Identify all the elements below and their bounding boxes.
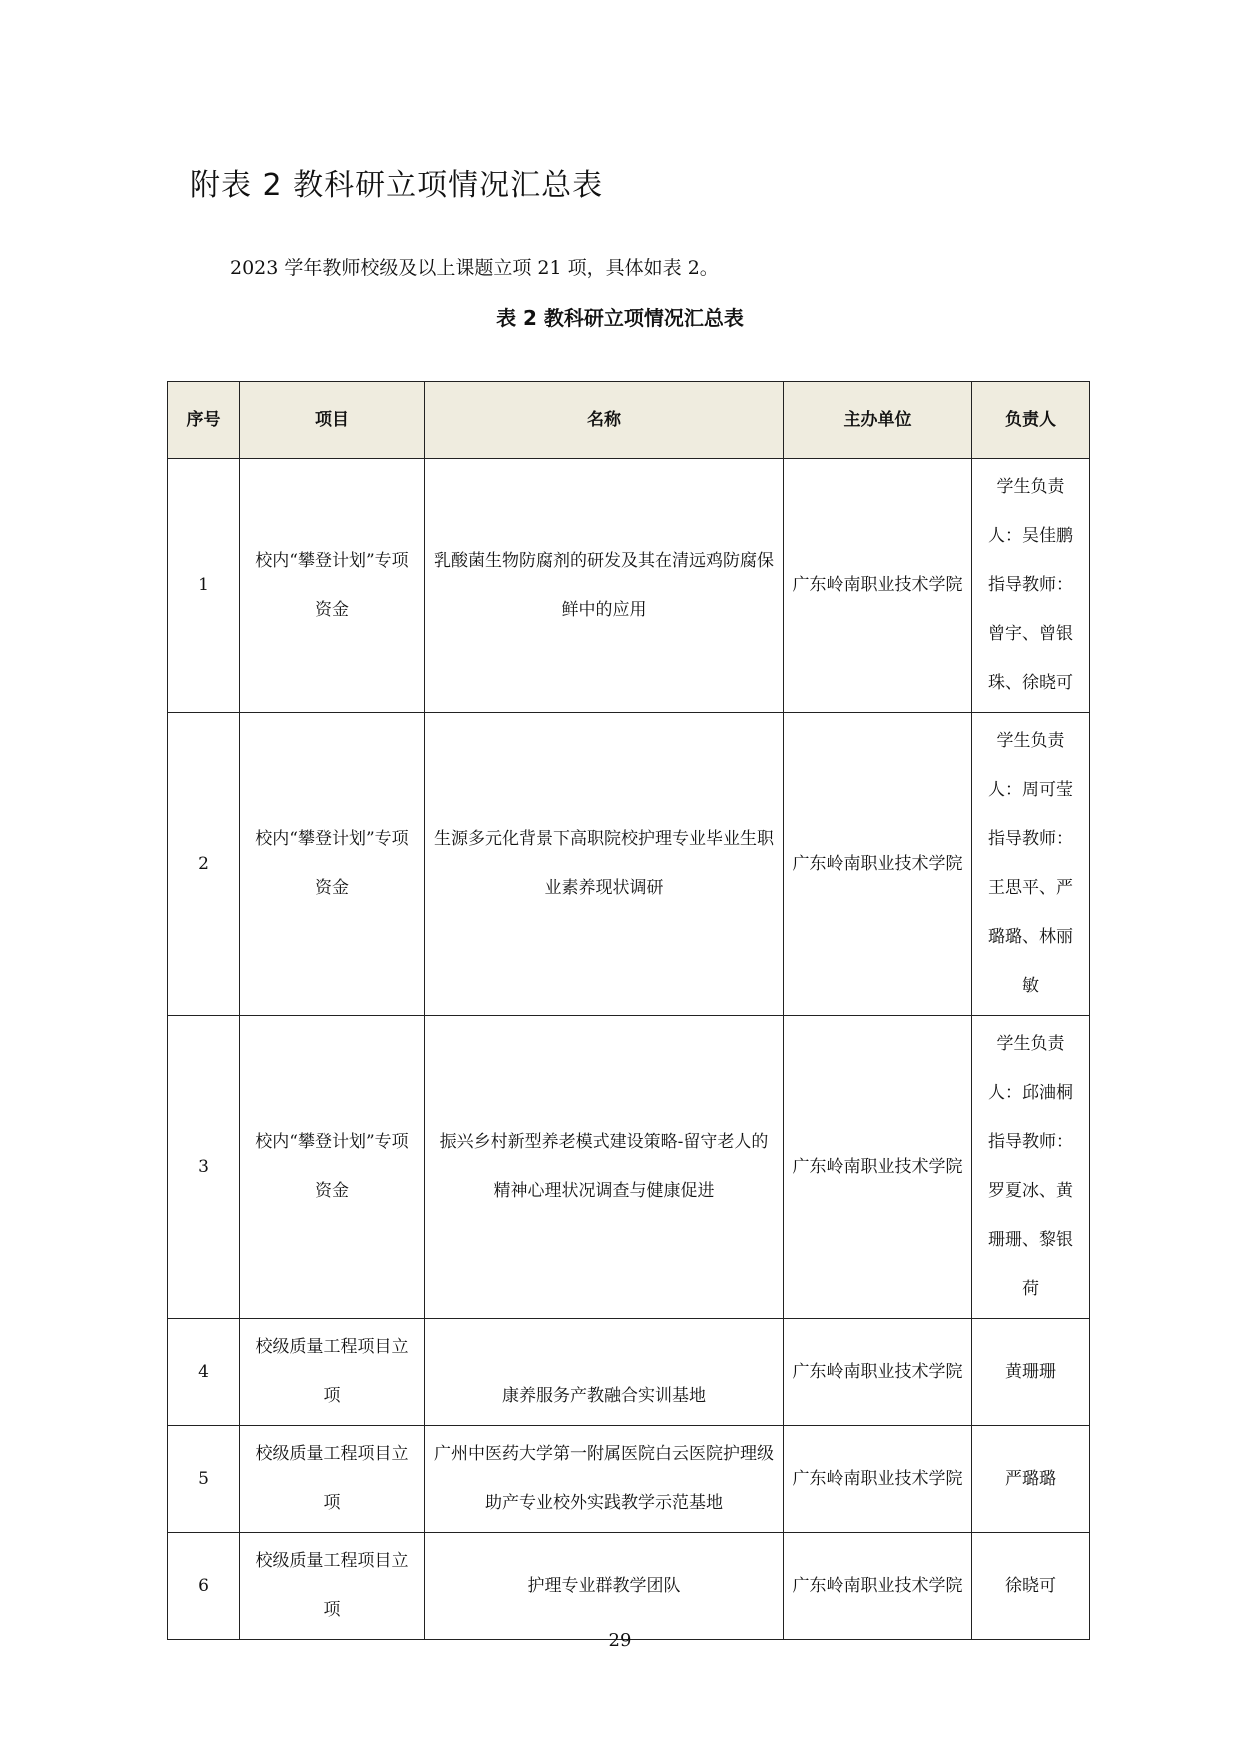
cell-project: 校级质量工程项目立项 [240, 1426, 425, 1533]
table-row [168, 713, 1090, 1016]
cell-organizer: 广东岭南职业技术学院 [784, 1016, 972, 1319]
cell-index: 6 [168, 1533, 240, 1640]
cell-index: 3 [168, 1016, 240, 1319]
table-row [168, 1426, 1090, 1533]
page-number: 29 [608, 1630, 632, 1651]
cell-name: 护理专业群教学团队 [425, 1533, 784, 1640]
cell-leader: 黄珊珊 [972, 1319, 1090, 1426]
header-name: 名称 [425, 382, 784, 459]
cell-name: 康养服务产教融合实训基地 [425, 1319, 784, 1426]
cell-name: 生源多元化背景下高职院校护理专业毕业生职业素养现状调研 [425, 713, 784, 1016]
cell-index: 2 [168, 713, 240, 1016]
cell-leader: 严璐璐 [972, 1426, 1090, 1533]
table-row [168, 459, 1090, 713]
cell-project: 校内“攀登计划”专项资金 [240, 713, 425, 1016]
cell-name: 乳酸菌生物防腐剂的研发及其在清远鸡防腐保鲜中的应用 [425, 459, 784, 713]
cell-organizer: 广东岭南职业技术学院 [784, 1426, 972, 1533]
table-row [168, 1016, 1090, 1319]
table-header-row [168, 382, 1090, 459]
header-project: 项目 [240, 382, 425, 459]
cell-project: 校内“攀登计划”专项资金 [240, 1016, 425, 1319]
appendix-title: 附表 2 教科研立项情况汇总表 [190, 168, 604, 203]
cell-leader: 徐晓可 [972, 1533, 1090, 1640]
table-caption: 表 2 教科研立项情况汇总表 [496, 306, 744, 330]
cell-organizer: 广东岭南职业技术学院 [784, 1319, 972, 1426]
cell-leader: 学生负责人：周可莹 指导教师：王思平、严璐璐、林丽敏 [972, 713, 1090, 1016]
cell-index: 5 [168, 1426, 240, 1533]
cell-leader: 学生负责人：吴佳鹏 指导教师：曾宇、曾银珠、徐晓可 [972, 459, 1090, 713]
project-summary-table [167, 381, 1090, 1640]
cell-project: 校级质量工程项目立项 [240, 1533, 425, 1640]
table-row [168, 1319, 1090, 1426]
intro-paragraph: 2023 学年教师校级及以上课题立项 21 项，具体如表 2。 [230, 257, 719, 279]
cell-name: 振兴乡村新型养老模式建设策略-留守老人的精神心理状况调查与健康促进 [425, 1016, 784, 1319]
cell-organizer: 广东岭南职业技术学院 [784, 1533, 972, 1640]
table-row [168, 1533, 1090, 1640]
cell-project: 校级质量工程项目立项 [240, 1319, 425, 1426]
cell-project: 校内“攀登计划”专项资金 [240, 459, 425, 713]
cell-index: 1 [168, 459, 240, 713]
header-organizer: 主办单位 [784, 382, 972, 459]
cell-organizer: 广东岭南职业技术学院 [784, 459, 972, 713]
cell-name: 广州中医药大学第一附属医院白云医院护理级助产专业校外实践教学示范基地 [425, 1426, 784, 1533]
header-leader: 负责人 [972, 382, 1090, 459]
cell-index: 4 [168, 1319, 240, 1426]
header-index: 序号 [168, 382, 240, 459]
cell-organizer: 广东岭南职业技术学院 [784, 713, 972, 1016]
cell-leader: 学生负责人：邱浀桐 指导教师：罗夏冰、黄珊珊、黎银荷 [972, 1016, 1090, 1319]
